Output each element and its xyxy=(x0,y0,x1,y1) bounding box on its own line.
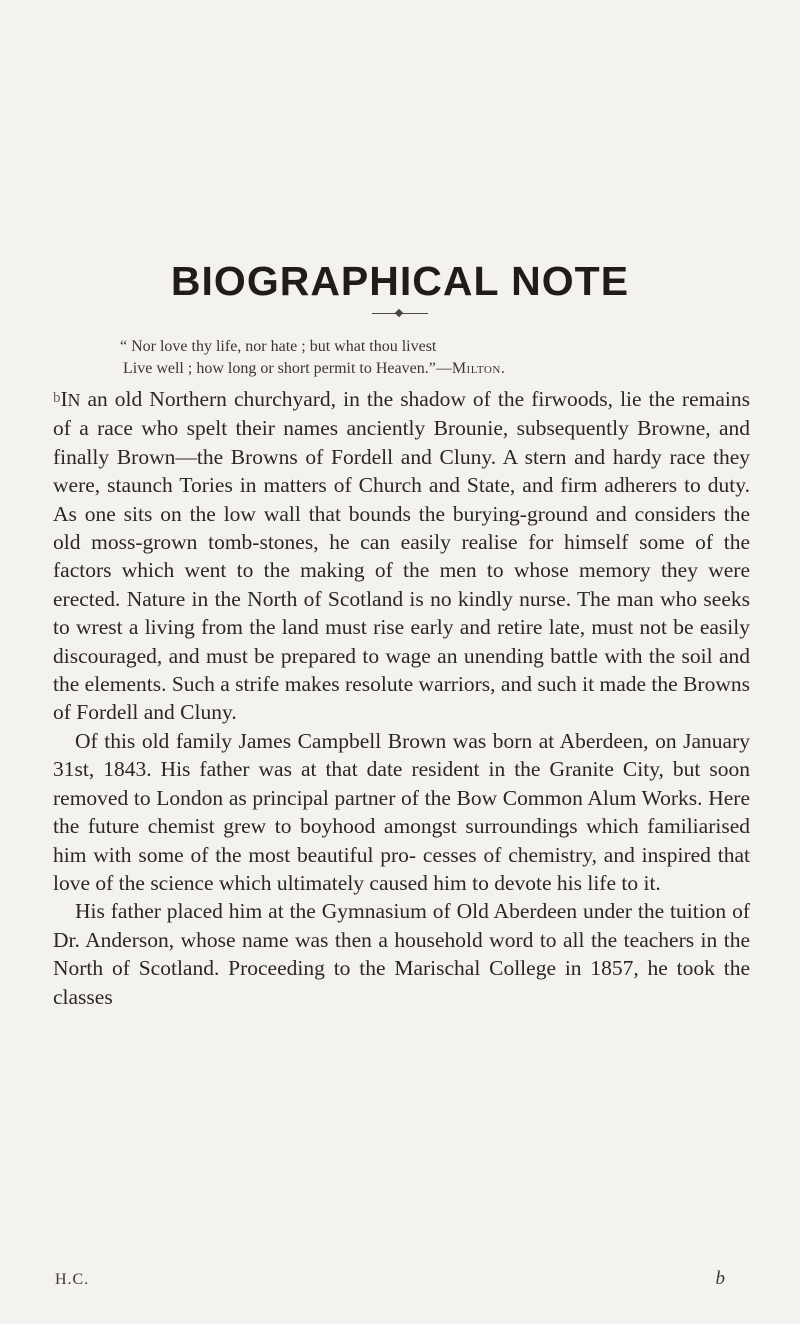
page-title: BIOGRAPHICAL NOTE xyxy=(170,258,630,304)
marginal-mark: b xyxy=(53,390,61,406)
epigraph xyxy=(116,336,716,380)
paragraph-1-initial: I xyxy=(60,387,68,411)
paragraph-3: His father placed him at the Gymnasium of Old Aberdeen under the tuition of Dr. Anderson, whose name was then a household word to all the teachers in the North of Scotland. Proceeding to the Marischal College in 1857, he took the classes xyxy=(53,899,750,1009)
epigraph-attribution: Milton. xyxy=(451,360,506,377)
ornament-diamond-icon xyxy=(395,309,403,317)
signature-mark: H.C. xyxy=(55,1271,90,1288)
title-ornament xyxy=(372,310,428,318)
paragraph-1-dropcap xyxy=(61,387,81,411)
paragraph-2: Of this old family James Campbell Brown was born at Aberdeen, on January 31st, 1843. His father was at that date resident in the Granite City, but soon removed to London as principal partner of the Bow Common Alum Works. Here the future chemist grew to boyhood amongst surroundings which familiarised him with some of the most beautiful pro- cesses of chemistry, and inspired that love of the science which ultimately caused him to devote his life to it. xyxy=(53,728,750,895)
epigraph-line-1: “ Nor love thy life, nor hate ; but what thou livest xyxy=(120,338,437,355)
paragraph-1-first-word-rest: N xyxy=(67,390,81,410)
folio-mark: b xyxy=(715,1268,725,1289)
body-text xyxy=(53,384,750,1011)
epigraph-line-2-text: Live well ; how long or short permit to Heaven.”— xyxy=(123,360,452,377)
paragraph-1 xyxy=(53,384,750,727)
paragraph-1-text: an old Northern churchyard, in the shadow of the firwoods, lie the remains of a race who spelt their names anciently Brounie, subsequently Browne, and finally Brown—the Browns of Fordell and Cluny. A stern and hardy race they were, staunch Tories in matters of Church and State, and firm adherers to duty. As one sits on the low wall that bounds the burying-ground and considers the old moss-grown tomb-stones, he can easily realise for himself some of the factors which went to the making of the men to whose memory they were erected. Nature in the North of Scotland is no kindly nurse. The man who seeks to wrest a living from the land must rise early and retire late, must not be easily discouraged, and must be prepared to wage an unending battle with the soil and the elements. Such a strife makes resolute warriors, and such it made the Browns of Fordell and Cluny. xyxy=(53,387,750,725)
epigraph-line-2 xyxy=(116,358,716,380)
